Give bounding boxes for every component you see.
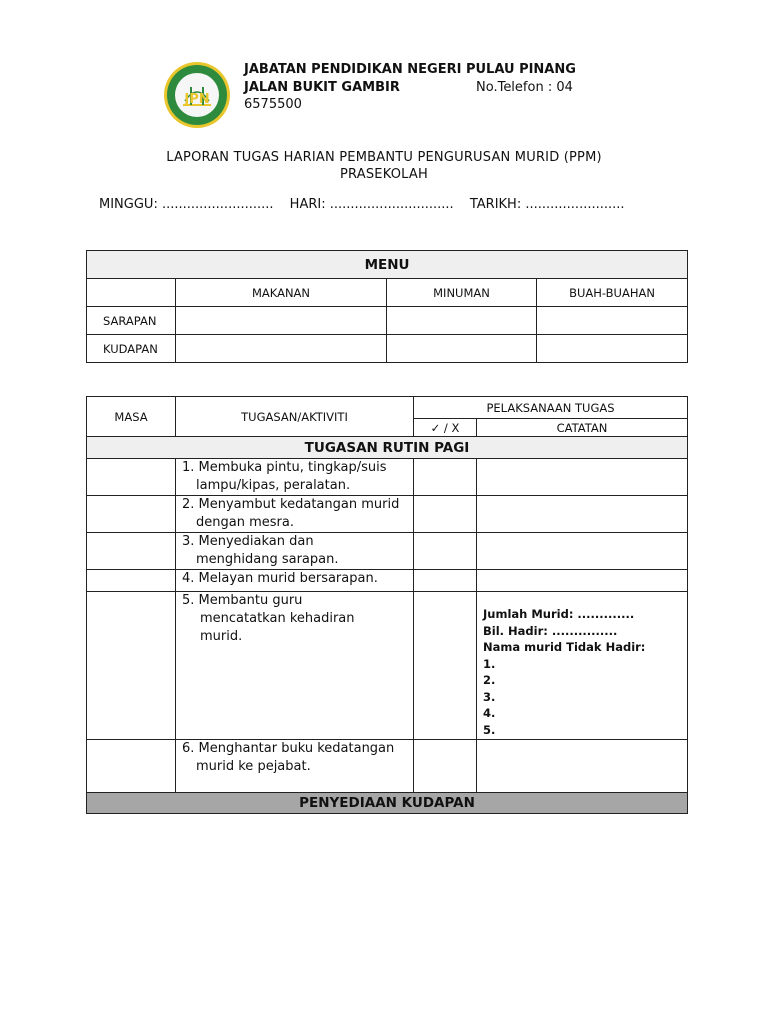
task-6-line-2: murid ke pejabat. <box>196 759 311 774</box>
col-tugasan: TUGASAN/AKTIVITI <box>176 397 414 437</box>
task-5-line-2: mencatatkan kehadiran <box>200 611 355 626</box>
field-tarikh[interactable]: TARIKH: ........................ <box>469 197 625 212</box>
task-4 <box>176 570 414 592</box>
task-1-tick-cell[interactable] <box>414 459 477 496</box>
task-6-tick-cell[interactable] <box>414 740 477 793</box>
kudapan-minuman-cell[interactable] <box>387 335 537 363</box>
task-4-catatan-cell[interactable] <box>477 570 688 592</box>
task-2-catatan-cell[interactable] <box>477 496 688 533</box>
jpn-logo-emblem <box>163 61 231 129</box>
task-table <box>86 396 688 814</box>
col-catatan: CATATAN <box>477 419 688 437</box>
task-1 <box>176 459 414 496</box>
menu-row-kudapan: KUDAPAN <box>87 335 176 363</box>
menu-title: MENU <box>87 251 688 279</box>
section-rutin-pagi: TUGASAN RUTIN PAGI <box>87 437 688 459</box>
task-5-tick-cell[interactable] <box>414 592 477 740</box>
org-line-1: JABATAN PENDIDIKAN NEGERI PULAU PINANG <box>244 62 576 77</box>
date-fields <box>99 197 637 212</box>
field-hari[interactable]: HARI: .............................. <box>289 197 454 212</box>
menu-table <box>86 250 688 363</box>
attendance-notes[interactable] <box>477 592 688 740</box>
task-3-catatan-cell[interactable] <box>477 533 688 570</box>
task-4-line-1: 4. Melayan murid bersarapan. <box>182 571 378 586</box>
masa-cell-4[interactable] <box>87 570 176 592</box>
task-5-line-3: murid. <box>200 629 243 644</box>
task-3 <box>176 533 414 570</box>
sarapan-minuman-cell[interactable] <box>387 307 537 335</box>
org-address <box>244 79 573 96</box>
menu-corner-cell <box>87 279 176 307</box>
sarapan-buah-cell[interactable] <box>537 307 688 335</box>
task-1-line-1: 1. Membuka pintu, tingkap/suis <box>182 460 387 475</box>
notes-item-5: 5. <box>483 722 496 737</box>
masa-cell-1[interactable] <box>87 459 176 496</box>
sarapan-makanan-cell[interactable] <box>176 307 387 335</box>
menu-col-minuman: MINUMAN <box>387 279 537 307</box>
task-2-tick-cell[interactable] <box>414 496 477 533</box>
task-6-line-1: 6. Menghantar buku kedatangan <box>182 741 395 756</box>
notes-item-3: 3. <box>483 689 496 704</box>
notes-item-4: 4. <box>483 706 496 720</box>
menu-row-sarapan: SARAPAN <box>87 307 176 335</box>
logo-initials: JPN <box>184 92 210 107</box>
task-3-line-2: menghidang sarapan. <box>196 552 339 567</box>
kudapan-buah-cell[interactable] <box>537 335 688 363</box>
task-1-line-2: lampu/kipas, peralatan. <box>196 478 351 493</box>
col-tick-cross: ✓ / X <box>414 419 477 437</box>
task-6-catatan-cell[interactable] <box>477 740 688 793</box>
notes-hadir: Bil. Hadir: ............... <box>483 623 618 638</box>
task-2 <box>176 496 414 533</box>
notes-item-1: 1. <box>483 656 496 671</box>
masa-cell-5[interactable] <box>87 592 176 740</box>
org-name <box>244 61 576 78</box>
field-minggu[interactable]: MINGGU: ........................... <box>99 197 274 212</box>
menu-col-buah: BUAH-BUAHAN <box>537 279 688 307</box>
notes-tidak-hadir: Nama murid Tidak Hadir: <box>483 640 646 654</box>
task-3-line-1: 3. Menyediakan dan <box>182 534 314 549</box>
report-subtitle: PRASEKOLAH <box>340 167 428 182</box>
task-5-line-1: 5. Membantu guru <box>182 593 303 608</box>
org-line-3: 6575500 <box>244 97 302 112</box>
task-5 <box>176 592 414 740</box>
notes-jumlah: Jumlah Murid: ............. <box>483 607 635 621</box>
col-masa: MASA <box>87 397 176 437</box>
masa-cell-2[interactable] <box>87 496 176 533</box>
report-title: LAPORAN TUGAS HARIAN PEMBANTU PENGURUSAN MURID (PPM) <box>166 150 602 165</box>
task-1-catatan-cell[interactable] <box>477 459 688 496</box>
kudapan-makanan-cell[interactable] <box>176 335 387 363</box>
notes-item-2: 2. <box>483 673 496 687</box>
col-pelaksanaan: PELAKSANAAN TUGAS <box>414 397 688 419</box>
masa-cell-6[interactable] <box>87 740 176 793</box>
task-4-tick-cell[interactable] <box>414 570 477 592</box>
org-line-2: JALAN BUKIT GAMBIR <box>244 80 400 95</box>
task-6 <box>176 740 414 793</box>
section-penyediaan-kudapan: PENYEDIAAN KUDAPAN <box>87 793 688 814</box>
menu-col-makanan: MAKANAN <box>176 279 387 307</box>
task-2-line-1: 2. Menyambut kedatangan murid <box>182 497 400 512</box>
task-3-tick-cell[interactable] <box>414 533 477 570</box>
task-2-line-2: dengan mesra. <box>196 515 294 530</box>
jpn-logo <box>163 61 231 129</box>
telephone: No.Telefon : 04 <box>476 80 573 95</box>
masa-cell-3[interactable] <box>87 533 176 570</box>
